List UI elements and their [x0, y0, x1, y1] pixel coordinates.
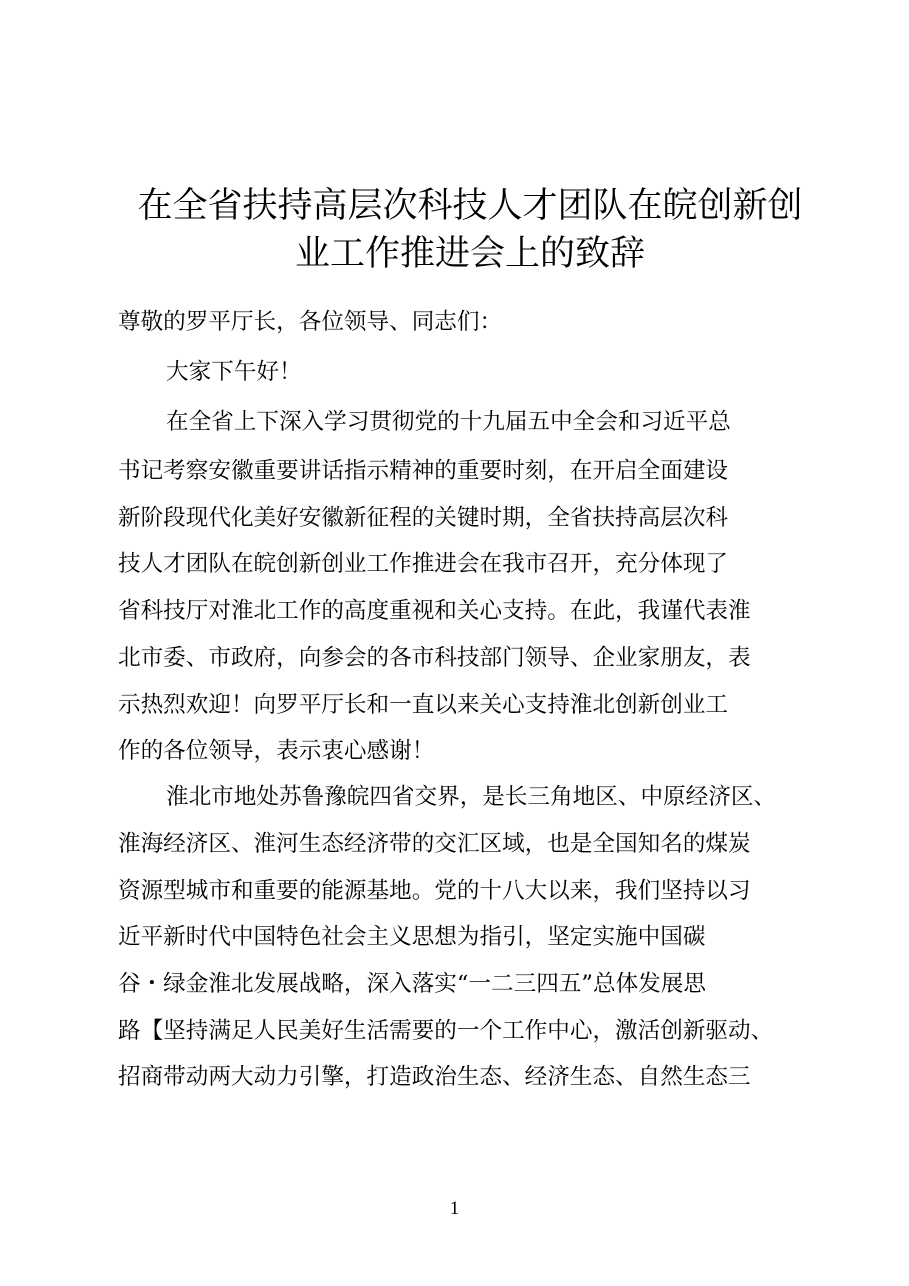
paragraph-1-line: 书记考察安徽重要讲话指示精神的重要时刻，在开启全面建设 [118, 458, 729, 484]
paragraph-2-line: 淮北市地处苏鲁豫皖四省交界，是长三角地区、中原经济区、 [166, 784, 777, 810]
greeting: 大家下午好！ [166, 359, 302, 385]
page-number: 1 [449, 1198, 460, 1219]
paragraph-2-line: 近平新时代中国特色社会主义思想为指引，坚定实施中国碳 [118, 924, 706, 950]
paragraph-2-line: 资源型城市和重要的能源基地。党的十八大以来，我们坚持以习 [118, 878, 751, 904]
paragraph-1-line: 省科技厅对淮北工作的高度重视和关心支持。在此，我谨代表淮 [118, 598, 751, 624]
paragraph-1-line: 新阶段现代化美好安徽新征程的关键时期，全省扶持高层次科 [118, 505, 729, 531]
paragraph-2-line: 淮海经济区、淮河生态经济带的交汇区域，也是全国知名的煤炭 [118, 831, 751, 857]
salutation: 尊敬的罗平厅长，各位领导、同志们： [118, 309, 503, 335]
document-title-line-2: 业工作推进会上的致辞 [294, 234, 645, 274]
paragraph-2-line: 谷・绿金淮北发展战略，深入落实“一二三四五”总体发展思 [118, 971, 706, 997]
paragraph-1-line: 示热烈欢迎！向罗平厅长和一直以来关心支持淮北创新创业工 [118, 692, 729, 718]
paragraph-1-line: 在全省上下深入学习贯彻党的十九届五中全会和习近平总 [166, 409, 731, 435]
paragraph-2-line: 路【坚持满足人民美好生活需要的一个工作中心，激活创新驱动、 [118, 1018, 774, 1044]
paragraph-2-line: 招商带动两大动力引擎，打造政治生态、经济生态、自然生态三 [118, 1064, 751, 1090]
paragraph-1-line: 技人才团队在皖创新创业工作推进会在我市召开，充分体现了 [118, 551, 729, 577]
document-title-line-1: 在全省扶持高层次科技人才团队在皖创新创 [137, 186, 803, 226]
paragraph-1-line: 作的各位领导，表示衷心感谢！ [118, 738, 435, 764]
paragraph-1-line: 北市委、市政府，向参会的各市科技部门领导、企业家朋友，表 [118, 645, 751, 671]
